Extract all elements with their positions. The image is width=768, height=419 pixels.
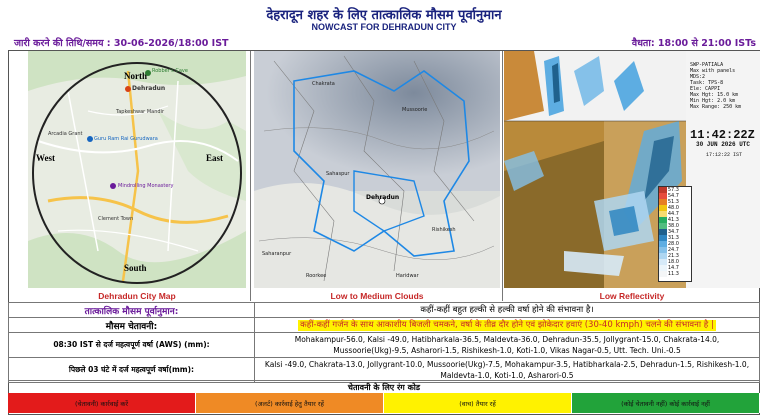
radar-info-line: SWP-PATIALA: [690, 62, 724, 68]
legend-value: 57.3: [667, 187, 679, 193]
radar-ist-time: 17:12:22 IST: [706, 152, 743, 158]
legend-row: [659, 271, 691, 277]
radar-info-line: Ele: CAPPI: [690, 86, 721, 92]
panel-divider: [502, 51, 503, 301]
radar-info-line: MDS:2: [690, 74, 706, 80]
cloud-place-7: Haridwar: [396, 273, 419, 279]
radar-info-line: Max Hgt: 15.0 km: [690, 92, 739, 98]
map-place-2: Dehradun: [132, 85, 166, 92]
forecast-label: तात्कालिक मौसम पूर्वानुमान:: [9, 303, 255, 318]
legend-value: 14.7: [667, 265, 679, 271]
radar-info-line: Min Hgt: 2.0 km: [690, 98, 736, 104]
radar-info-text: [690, 62, 741, 110]
panel-divider: [250, 51, 251, 301]
legend-value: 51.3: [667, 199, 679, 205]
map-north-label: North: [124, 71, 147, 81]
past3-row: [9, 358, 760, 383]
map-east-label: East: [206, 153, 224, 163]
color-code-level: (कोई चेतावनी नहीं) कोई कार्रवाई नहीं: [572, 393, 760, 413]
forecast-row: [9, 303, 760, 318]
cloud-place-2: Mussoorie: [402, 107, 428, 113]
page-title-english: NOWCAST FOR DEHRADUN CITY: [311, 22, 457, 32]
cloud-place-1: Chakrata: [312, 81, 335, 87]
cloud-place-4: Sahaspur: [326, 171, 350, 177]
legend-value: 48.0: [667, 205, 679, 211]
color-code-level: (वाच) तैयार रहें: [384, 393, 572, 413]
cloud-place-6: Roorkee: [306, 273, 327, 279]
map-place-4: Guru Ram Rai Gurudwara: [94, 136, 158, 142]
legend-value: 11.3: [667, 271, 679, 277]
radar-info-line: Max with panels: [690, 68, 736, 74]
legend-value: 38.0: [667, 223, 679, 229]
forecast-value: कहीं-कहीं बहुत हल्की से हल्की वर्षा होने की संभावना है।: [255, 303, 760, 318]
legend-value: 28.0: [667, 241, 679, 247]
warning-label: मौसम चेतावनी:: [9, 318, 255, 333]
legend-value: 41.3: [667, 217, 679, 223]
legend-value: 18.0: [667, 259, 679, 265]
map-place-6: Clement Town: [98, 216, 134, 222]
forecast-table: [8, 302, 760, 383]
warning-value: कहीं-कहीं गर्जन के साथ आकाशीय बिजली चमकने, वर्षा के तीव्र दौर होने एवं झोकेदार हवाएं (30-40 kmph) चलने की संभावना है |: [300, 320, 714, 330]
legend-value: 24.7: [667, 247, 679, 253]
aws-value: Mohakampur-56.0, Kalsi -49.0, Hatibharkala-36.5, Maldevta-36.0, Dehradun-35.5, Jollygrant-15.0, Chakrata-14.0, Mussoorie(Ukg)-9.5, Asharori-1.5, Rishikesh-1.0, Koti-1.0, Vikas Nagar-0.5, Utt. Tech. Uni.-0.5: [255, 333, 760, 358]
cloud-place-5: Rishikesh: [432, 227, 456, 233]
map-place-3: Tapkeshwar Mandir: [116, 109, 164, 115]
cloud-satellite-panel: [254, 51, 500, 288]
color-code-bar: [8, 393, 760, 413]
radar-info-line: Task: TPS-8: [690, 80, 724, 86]
aws-row: [9, 333, 760, 358]
legend-value: 34.7: [667, 229, 679, 235]
radar-info-line: Max Range: 250 km: [690, 104, 742, 110]
legend-value: 31.3: [667, 235, 679, 241]
legend-value: 21.3: [667, 253, 679, 259]
legend-swatch: [659, 271, 667, 277]
map-south-label: South: [124, 263, 147, 273]
radar-reflectivity-legend: [658, 186, 692, 282]
validity-window: वैधता: 18:00 से 21:00 ISTs: [631, 38, 756, 49]
cloud-caption: Low to Medium Clouds: [330, 291, 424, 301]
radar-date: 30 JUN 2026 UTC: [696, 141, 751, 148]
map-place-5: Mindrolling Monastery: [118, 183, 174, 189]
past3-label: पिछले 03 घंटे में दर्ज महत्वपूर्ण वर्षा(mm):: [9, 358, 255, 383]
cloud-place-3: Dehradun: [366, 194, 400, 201]
radar-utc-time: 11:42:22Z: [690, 128, 755, 142]
color-code-level: (चेतावनी) कार्रवाई करें: [8, 393, 196, 413]
map-west-label: West: [36, 153, 55, 163]
color-code-level: (अलर्ट) कार्रवाई हेतु तैयार रहें: [196, 393, 384, 413]
issue-datetime: जारी करने की तिथि/समय : 30-06-2026/18:00 IST: [14, 38, 229, 49]
past3-value: Kalsi -49.0, Chakrata-13.0, Jollygrant-10.0, Mussoorie(Ukg)-7.5, Mohakampur-3.5, Hatibharkala-2.5, Dehradun-1.5, Rishikesh-1.0, Maldevta-1.0, Koti-1.0, Asharori-0.5: [255, 358, 760, 383]
legend-value: 54.7: [667, 193, 679, 199]
page-title-hindi: देहरादून शहर के लिए तात्कालिक मौसम पूर्वानुमान: [266, 8, 502, 23]
map-place-1: Robber's Cave: [152, 68, 188, 74]
legend-value: 44.7: [667, 211, 679, 217]
warning-row: [9, 318, 760, 333]
cloud-place-8: Saharanpur: [262, 251, 292, 257]
aws-label: 08:30 IST से दर्ज महत्वपूर्ण वर्षा (AWS) (mm):: [9, 333, 255, 358]
color-code-heading: चेतावनी के लिए रंग कोड: [8, 380, 760, 393]
map-place-7: Arcadia Grant: [48, 131, 83, 137]
city-map-panel: [28, 51, 246, 288]
warning-cell: [255, 318, 760, 333]
city-map-caption: Dehradun City Map: [98, 291, 176, 301]
radar-caption: Low Reflectivity: [599, 291, 665, 301]
